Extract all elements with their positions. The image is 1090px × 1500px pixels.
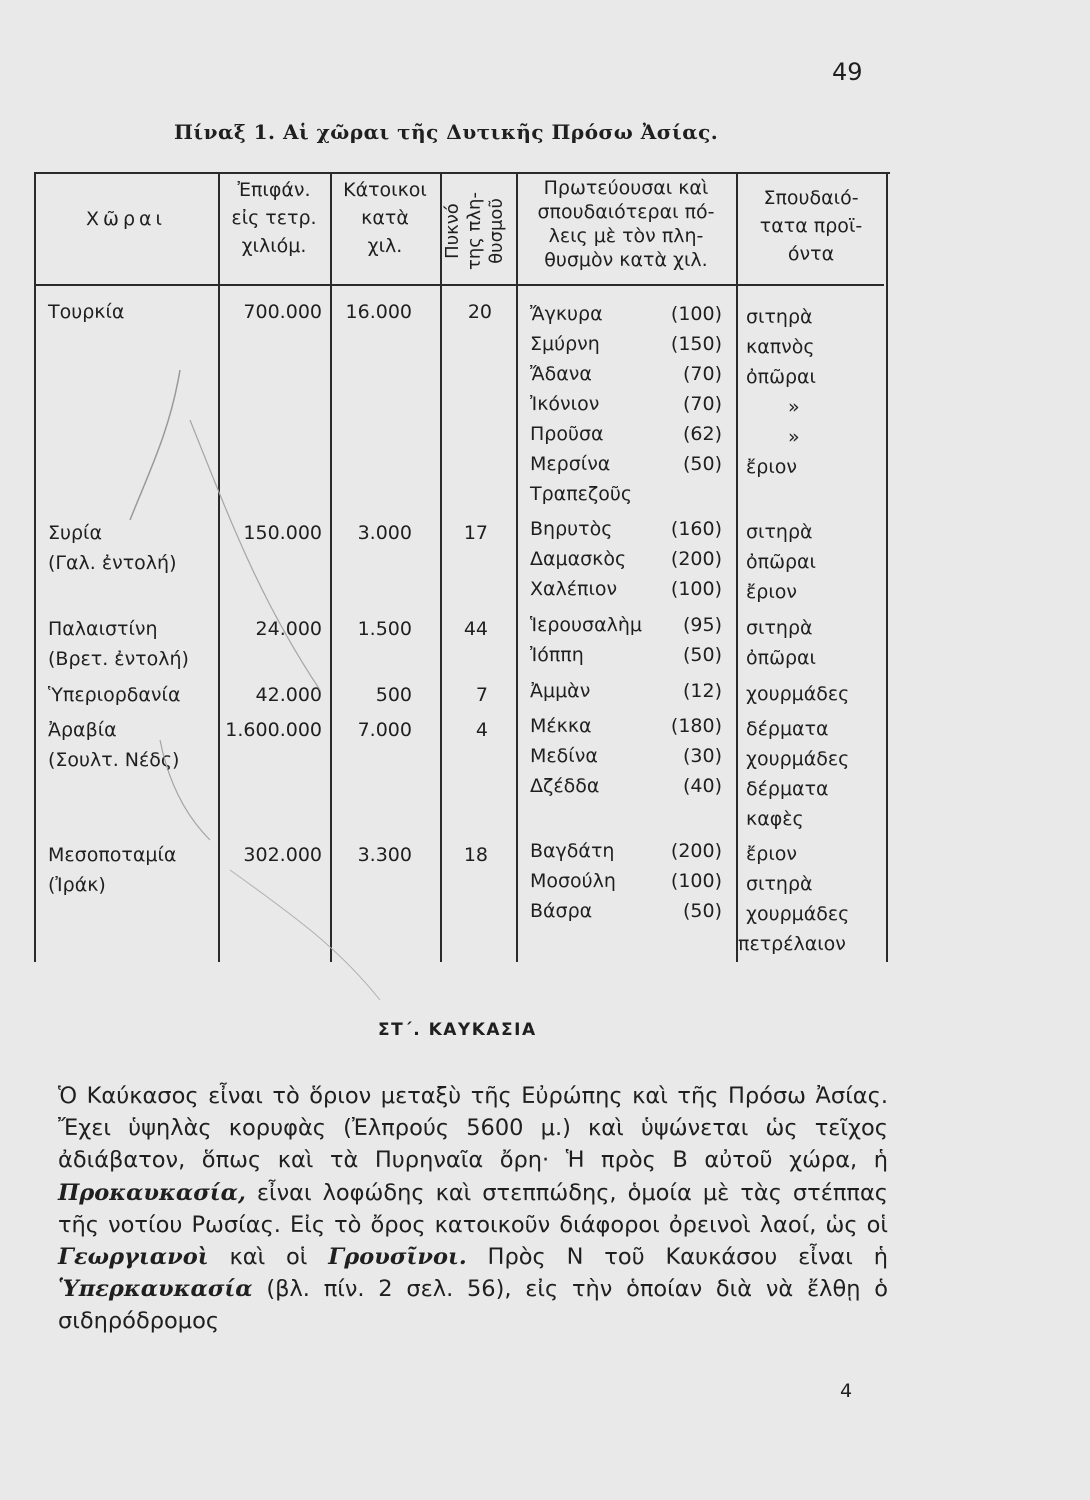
city-pop: (62) bbox=[682, 423, 722, 445]
row-area: 1.600.000 bbox=[225, 719, 322, 741]
city-name: Προῦσα bbox=[530, 423, 604, 445]
city-name: Ἄδανα bbox=[530, 363, 592, 385]
page-number: 49 bbox=[832, 58, 863, 86]
emphasis-term: Γεωργιανοὶ bbox=[58, 1244, 209, 1271]
row-population: 500 bbox=[375, 684, 412, 706]
emphasis-term: Ὑπερκαυκασία bbox=[58, 1276, 253, 1303]
header-cities: Πρωτεύουσαι καὶ σπουδαιότεραι πό- λεις μὲ τὸν πλη- θυσμὸν κατὰ χιλ. bbox=[537, 177, 715, 271]
row-population: 3.000 bbox=[357, 522, 412, 544]
header-density: Πυκνό της πλη- θυσμοῦ bbox=[442, 192, 507, 270]
row-products: χουρμάδες bbox=[746, 683, 850, 705]
city-pop: (12) bbox=[682, 680, 722, 702]
row-density: 17 bbox=[463, 522, 488, 544]
row-country: Ὑπεριορδανία bbox=[48, 684, 181, 706]
row-area: 302.000 bbox=[243, 844, 322, 866]
city-pop: (50) bbox=[682, 453, 722, 475]
row-population: 3.300 bbox=[357, 844, 412, 866]
row-area: 24.000 bbox=[255, 618, 322, 640]
row-country: Συρία (Γαλ. ἐντολή) bbox=[48, 522, 177, 574]
city-name: Τραπεζοῦς bbox=[530, 483, 633, 505]
city-name: Μερσίνα bbox=[530, 453, 611, 475]
row-country: Παλαιστίνη (Βρετ. ἐντολή) bbox=[48, 618, 189, 670]
row-density: 44 bbox=[463, 618, 488, 640]
row-area: 150.000 bbox=[243, 522, 322, 544]
city-pop: (70) bbox=[682, 393, 722, 415]
table-title: Πίναξ 1. Αἱ χῶραι τῆς Δυτικῆς Πρόσω Ἀσίας. bbox=[174, 120, 719, 144]
row-density: 20 bbox=[467, 301, 492, 323]
row-population: 7.000 bbox=[357, 719, 412, 741]
header-countries: Χῶραι bbox=[86, 208, 166, 230]
row-area: 700.000 bbox=[243, 301, 322, 323]
city-name: Ἰκόνιον bbox=[530, 393, 600, 415]
row-density: 18 bbox=[463, 844, 488, 866]
row-population: 16.000 bbox=[345, 301, 412, 323]
city-name: Ἀμμὰν bbox=[530, 680, 591, 702]
row-population: 1.500 bbox=[357, 618, 412, 640]
section-heading: ΣΤ΄. ΚΑΥΚΑΣΙΑ bbox=[378, 1020, 537, 1040]
row-country: Μεσοποταμία (Ἰράκ) bbox=[48, 844, 177, 896]
row-density: 4 bbox=[475, 719, 488, 741]
city-pop: (150) bbox=[670, 333, 722, 355]
header-area: Ἐπιφάν. εἰς τετρ. χιλιόμ. bbox=[231, 179, 317, 257]
emphasis-term: Προκαυκασία, bbox=[58, 1179, 246, 1206]
row-density: 7 bbox=[475, 684, 488, 706]
row-country: Τουρκία bbox=[48, 301, 125, 323]
signature-mark: 4 bbox=[840, 1380, 853, 1402]
body-paragraph: Ὁ Καύκασος εἶναι τὸ ὅριον μεταξὺ τῆς Εὐρώπης καὶ τῆς Πρόσω Ἀσίας. Ἔχει ὑψηλὰς κορυφὰς (Ἐλπρούς 5600 μ.) καὶ ὑψώνεται ὡς τεῖχος ἀδιάβατον, ὅπως καὶ τὰ Πυρηναῖα ὄρη· Ἡ πρὸς Β αὐτοῦ χώρα, ἡ Προκαυκασία, εἶναι λοφώδης καὶ στεππώδης, ὁμοία μὲ τὰς στέππας τῆς νοτίου Ρωσίας. Εἰς τὸ ὄρος κατοικοῦν διάφοροι ὀρεινοὶ λαοί, ὡς οἱ Γεωργιανοὶ καὶ οἱ Γρουσῖνοι. Πρὸς Ν τοῦ Καυκάσου εἶναι ἡ Ὑπερκαυκασία (βλ. πίν. 2 σελ. 56), εἰς τὴν ὁποίαν διὰ νὰ ἔλθῃ ὁ σιδηρόδρομος bbox=[58, 1083, 888, 1335]
row-area: 42.000 bbox=[255, 684, 322, 706]
row-country: Ἀραβία (Σουλτ. Νέδς) bbox=[48, 719, 180, 771]
city-name: Σμύρνη bbox=[530, 333, 600, 355]
city-pop: (100) bbox=[670, 303, 722, 325]
header-products: Σπουδαιό- τατα προϊ- όντα bbox=[759, 187, 863, 265]
emphasis-term: Γρουσῖνοι. bbox=[328, 1244, 467, 1271]
city-pop: (70) bbox=[682, 363, 722, 385]
header-population: Κάτοικοι κατὰ χιλ. bbox=[343, 179, 427, 257]
city-name: Ἄγκυρα bbox=[530, 303, 603, 325]
